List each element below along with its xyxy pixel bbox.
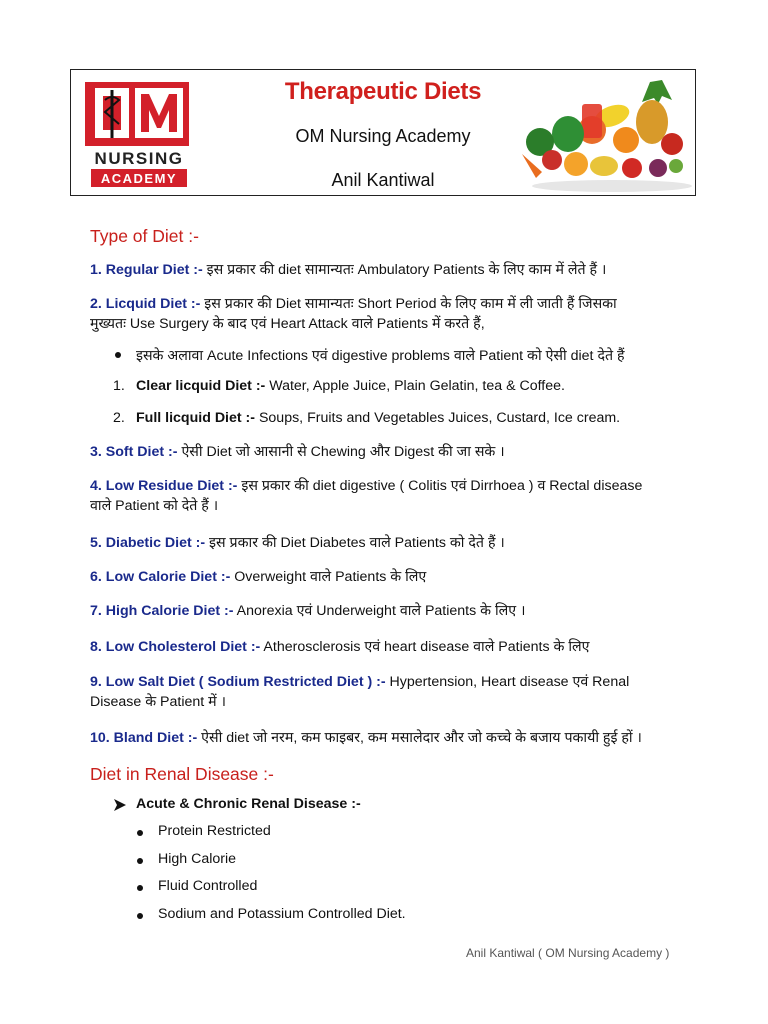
liquid-sub-num: 2. xyxy=(113,410,125,426)
liquid-sub-label: Full licquid Diet :- xyxy=(136,410,256,426)
liquid-sub-text: Water, Apple Juice, Plain Gelatin, tea & Coffee. xyxy=(265,378,565,394)
diet-item-label: 8. Low Cholesterol Diet :- xyxy=(90,639,261,655)
diet-item-label: 5. Diabetic Diet :- xyxy=(90,535,206,551)
diet-item-10 xyxy=(90,728,642,747)
diet-item-label: 9. Low Salt Diet ( Sodium Restricted Diet ) :- xyxy=(90,674,386,690)
bullet-dot xyxy=(137,913,143,919)
fruits-vegetables-image xyxy=(512,74,692,192)
diet-item-text: इस प्रकार की diet सामान्यतः Ambulatory Patients के लिए काम में लेते हैं । xyxy=(202,262,607,278)
diet-item-text: ऐसी Diet जो आसानी से Chewing और Digest की जा सके । xyxy=(177,444,505,460)
diet-item-label: 4. Low Residue Diet :- xyxy=(90,478,238,494)
diet-item-7 xyxy=(90,601,525,620)
diet-item-label: 2. Licquid Diet :- xyxy=(90,296,201,312)
diet-item-text: Anorexia एवं Underweight वाले Patients के लिए । xyxy=(233,603,526,619)
diet-item-label: 3. Soft Diet :- xyxy=(90,444,178,460)
diet-item-label: 1. Regular Diet :- xyxy=(90,262,203,278)
svg-text:ACADEMY: ACADEMY xyxy=(100,171,178,186)
diet-item-9 xyxy=(90,672,629,691)
renal-item: Sodium and Potassium Controlled Diet. xyxy=(158,906,406,922)
diet-item-1 xyxy=(90,260,606,279)
diet-item-8 xyxy=(90,637,589,656)
bullet-dot xyxy=(137,885,143,891)
page-footer: Anil Kantiwal ( OM Nursing Academy ) xyxy=(466,946,670,960)
full-liquid-item xyxy=(136,410,620,426)
clear-liquid-item xyxy=(136,378,565,394)
liquid-sub-text: Soups, Fruits and Vegetables Juices, Custard, Ice cream. xyxy=(255,410,621,426)
type-of-diet-heading: Type of Diet :- xyxy=(90,226,199,246)
academy-name: OM Nursing Academy xyxy=(295,126,471,146)
diet-item-text: Atherosclerosis एवं heart disease वाले Patients के लिए xyxy=(260,639,590,655)
header-box xyxy=(70,69,696,196)
diet-item-6 xyxy=(90,567,426,586)
diet-item-text: Overweight वाले Patients के लिए xyxy=(230,569,427,585)
diet-item-3 xyxy=(90,442,505,461)
renal-item: Fluid Controlled xyxy=(158,878,258,894)
diet-item-2-cont: मुख्यतः Use Surgery के बाद एवं Heart Attack वाले Patients में करते हैं, xyxy=(90,316,485,332)
diet-item-text: ऐसी diet जो नरम, कम फाइबर, कम मसालेदार और जो कच्चे के बजाय पकायी हुई हों । xyxy=(197,730,642,746)
bullet-dot xyxy=(115,352,121,358)
renal-subheading: Acute & Chronic Renal Disease :- xyxy=(136,796,361,812)
liquid-sub-label: Clear licquid Diet :- xyxy=(136,378,266,394)
arrow-bullet-icon xyxy=(113,798,127,812)
diet-item-4-cont: वाले Patient को देते हैं । xyxy=(90,498,219,514)
renal-item: Protein Restricted xyxy=(158,823,271,839)
diet-item-9-cont: Disease के Patient में । xyxy=(90,694,226,710)
diet-item-2 xyxy=(90,294,617,313)
diet-item-label: 7. High Calorie Diet :- xyxy=(90,603,234,619)
liquid-bullet-text: इसके अलावा Acute Infections एवं digestive problems वाले Patient को ऐसी diet देते हैं xyxy=(136,348,625,364)
diet-item-text: इस प्रकार की Diet सामान्यतः Short Period के लिए काम में ली जाती हैं जिसका xyxy=(200,296,617,312)
diet-item-5 xyxy=(90,533,505,552)
diet-item-text: इस प्रकार की Diet Diabetes वाले Patients को देते हैं । xyxy=(205,535,505,551)
bullet-dot xyxy=(137,858,143,864)
diet-item-label: 10. Bland Diet :- xyxy=(90,730,198,746)
svg-text:NURSING: NURSING xyxy=(94,149,184,168)
author-name: Anil Kantiwal xyxy=(331,170,435,190)
diet-item-4 xyxy=(90,476,642,495)
renal-item: High Calorie xyxy=(158,851,237,867)
page-title: Therapeutic Diets xyxy=(284,78,482,105)
diet-item-text: इस प्रकार की diet digestive ( Colitis एवं Dirrhoea ) व Rectal disease xyxy=(237,478,643,494)
bullet-dot xyxy=(137,830,143,836)
renal-disease-heading: Diet in Renal Disease :- xyxy=(90,764,274,784)
diet-item-text: Hypertension, Heart disease एवं Renal xyxy=(385,674,630,690)
liquid-sub-num: 1. xyxy=(113,378,125,394)
diet-item-label: 6. Low Calorie Diet :- xyxy=(90,569,231,585)
